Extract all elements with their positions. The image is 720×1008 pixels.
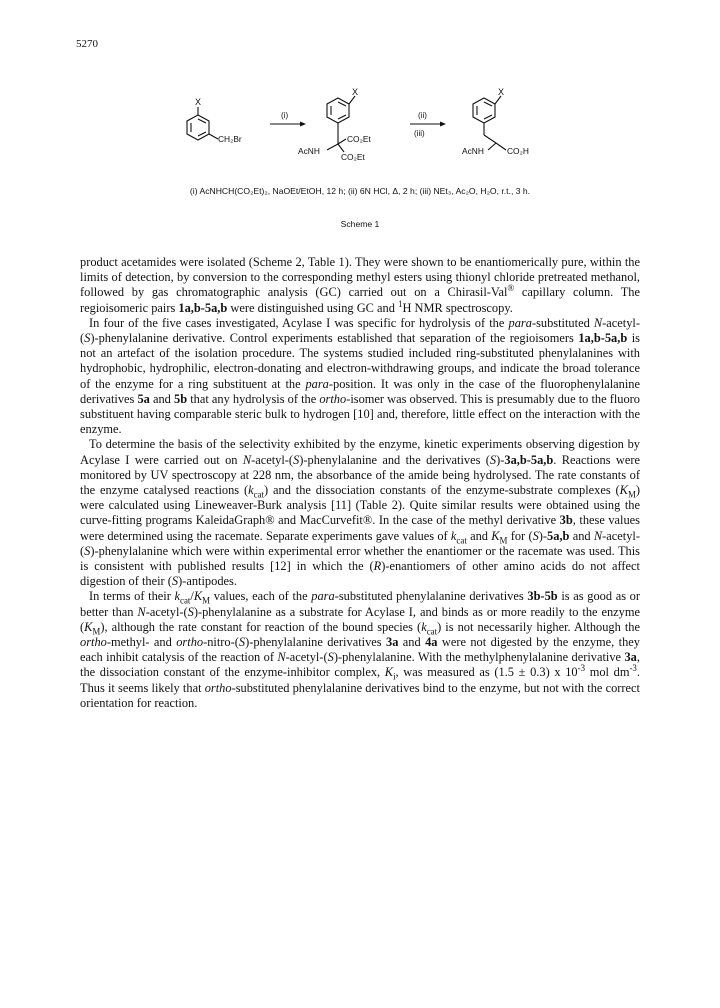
text-run: and [466,528,492,543]
text-run: ) were calculated using Lineweaver-Burk analysis [11] (Table 2). Quite similar results were obtained using the curve-fitting programs KaleidaGraph® and MacCurvefit®. In the case of the methyl derivative [80,483,640,528]
arrow-head-ii-iii [440,122,446,127]
co2h-label: CO₂H [507,146,529,156]
text-run: , was measured as (1.5 ± 0.3) x 10 [395,665,578,680]
text-run: -acetyl-( [285,650,328,665]
text-run: and [149,391,174,406]
text-run: and [398,635,426,650]
reaction-scheme-drawing [176,84,566,174]
text-run: S [84,543,91,558]
text-run: were distinguished using GC and [227,300,398,315]
text-run: and [569,528,594,543]
text-run: N [593,528,603,543]
text-run: K [384,665,394,680]
text-run: )- [538,528,548,543]
text-run: -substituted phenylalanine derivatives bind to the enzyme, but not with the correct orientation for reaction. [80,680,640,710]
text-run: S [327,650,334,665]
text-run: -acetyl-( [145,604,188,619]
text-run: product acetamides were isolated (Scheme 2, Table 1). They were shown to be enantiomerically pure, within the limits of detection, by conversion to the corresponding methyl esters using thionyl chloride pretreated methanol, followed by gas chromatographic analysis (GC) carried out on a Chirasil-Val [80,255,640,300]
acnh-label: AcNH [462,146,484,156]
text-run: K [84,619,93,634]
text-run: ), although the rate constant for reaction of the bound species ( [100,619,422,634]
text-run: -substituted [531,315,594,330]
text-run: 1 [398,298,403,309]
text-run: K [619,483,628,498]
text-run: is as good as or better than [80,589,640,619]
paragraph-intro [80,255,640,316]
text-run: cat [426,626,438,637]
text-run: ) is not necessarily higher. Although the [437,619,640,634]
text-run: N [277,650,286,665]
text-run: S [532,528,539,543]
text-run: k [450,528,457,543]
text-run: k [421,619,427,634]
text-run: -isomer was observed. This is presumably due to the fluoro substituent having comparable steric bulk to hydrogen [10] and, therefore, little effect on the interaction with the enzyme. [80,391,640,437]
paragraph-kinetics [80,437,640,589]
text-run: )-phenylalanine which were within experimental error whether the enantiomer or the racemate was used. This is consistent with published results [12] in which the ( [80,543,640,574]
text-run: )-phenylalanine derivative. Control experiments established that separation of the regioisomers [90,331,579,346]
text-run: , these values were determined using the racemate. Separate experiments gave values of [80,513,640,543]
text-run: -3 [577,663,586,674]
text-run: K [193,589,203,604]
text-run: To determine the basis of the selectivity exhibited by the enzyme, kinetic experiments observing digestion by Acylase I were carried out on [80,437,640,467]
text-run: -acetyl-( [80,528,640,558]
text-run: is not an artefact of the isolation procedure. The systems studied included ring-substituted phenylalanines with hydrophobic, hydrophilic, electron-donating and electron-withdrawing groups, and indicate the broad tolerance of the enzyme for a ring substituent at the [80,331,640,391]
text-run: )- [496,452,505,467]
text-run: / [190,589,194,604]
compound-label: 5a,b [547,528,570,543]
text-run: para [305,376,329,391]
text-run: ® [507,283,515,294]
substituent-x-label: X [195,97,202,107]
paragraph-kcat-km [80,589,640,711]
molecule-acetyl-phenylalanine [473,96,506,150]
text-run: , the dissociation constant of the enzyme-inhibitor complex, [80,650,640,680]
text-run: S [489,452,497,467]
substituent-x-label: X [498,87,505,97]
paragraph-acylase-specificity [80,316,640,438]
text-run: N [137,604,146,619]
co2et-label: CO₂Et [341,152,365,162]
reaction-scheme [176,84,566,174]
text-run: S [187,604,194,619]
text-run: S [84,331,91,346]
text-run: k [248,483,254,498]
text-run: para [311,589,335,604]
text-run: S [238,635,246,650]
text-run: -substituted phenylalanine derivatives [334,589,528,604]
text-run: for ( [507,528,533,543]
text-run: ortho [80,635,107,650]
ch2br-label: CH₂Br [218,134,242,144]
text-run: )-antipodes. [178,574,237,589]
page-number: 5270 [76,38,98,50]
text-run: M [499,535,508,546]
text-run: values, each of the [210,589,312,604]
substituent-x-label: X [352,87,359,97]
text-run: that any hydrolysis of the [187,391,320,406]
text-run: were not digested by the enzyme, they each inhibit catalysis of the reaction of [80,635,640,665]
text-run: -acetyl-( [251,452,294,467]
text-run: para [508,315,532,330]
text-run: i [393,671,396,682]
co2et-label: CO₂Et [347,134,371,144]
acnh-label: AcNH [298,146,320,156]
text-run: N [242,452,252,467]
text-run: )-phenylalanine derivatives [245,635,386,650]
text-run: . Reactions were monitored by UV spectroscopy at 228 nm, the absorbance of the amide being hydrolysed. The rate constants of the enzyme catalysed reactions ( [80,452,640,498]
text-run: cat [456,535,467,546]
compound-label: 1a,b-5a,b [178,300,228,315]
scheme-conditions: (i) AcNHCH(CO₂Et)₂, NaOEt/EtOH, 12 h; (ii) 6N HCl, Δ, 2 h; (iii) NEt₃, Ac₂O, H₂O, r.t., 3 h. [189,186,531,196]
compound-label: 3a [624,650,637,665]
text-run: )-enantiomers of other amino acids do not affect digestion of their ( [80,559,640,589]
text-run: )-phenylalanine. With the methylphenylalanine derivative [333,650,625,665]
text-run: In four of the five cases investigated, Acylase I was specific for hydrolysis of the [89,315,509,330]
arrow-head-i [300,122,306,127]
text-run: capillary column. The regioisomeric pairs [80,285,640,315]
text-run: H NMR spectroscopy. [402,300,513,315]
text-run: -methyl- and [106,635,177,650]
text-run: . Thus it seems likely that [80,665,640,695]
text-run: cat [253,489,265,500]
step-i-label: (i) [281,111,289,120]
compound-label: 1a,b-5a,b [578,331,628,346]
scheme-caption: Scheme 1 [340,219,380,229]
text-run: In terms of their [89,589,175,604]
text-run: ortho [204,680,232,695]
text-run: N [593,315,603,330]
molecule-benzyl-bromide [187,107,218,140]
compound-label: 3b-5b [527,589,558,604]
text-run: -acetyl-( [80,315,641,346]
compound-label: 4a [425,635,438,650]
step-ii-label: (ii) [418,111,427,120]
text-run: S [293,452,300,467]
text-run: R [373,559,382,574]
text-run: -position. It was only in the case of the fluorophenylalanine derivatives [80,376,641,406]
text-run: K [491,528,500,543]
text-run: M [92,626,101,637]
text-run: cat [180,595,191,606]
compound-label: 5b [174,391,188,406]
compound-label: 3a [386,635,399,650]
compound-label: 3b [559,513,573,528]
step-iii-label: (iii) [414,129,425,138]
body-text [80,255,640,711]
text-run: ) and the dissociation constants of the enzyme-substrate complexes ( [264,483,620,498]
text-run: k [174,589,181,604]
compound-label: 5a [137,391,150,406]
text-run: -nitro-( [203,635,239,650]
compound-label: 3a,b-5a,b [504,452,554,467]
text-run: mol dm [585,665,630,680]
text-run: )-phenylalanine as a substrate for Acylase I, and binds as or more readily to the enzyme ( [80,604,640,634]
text-run: ortho [176,635,204,650]
text-run: S [171,574,179,589]
text-run: -3 [629,663,637,674]
text-run: ortho [319,391,347,406]
text-run: M [627,489,636,500]
text-run: )-phenylalanine and the derivatives ( [299,452,490,467]
text-run: M [202,595,211,606]
